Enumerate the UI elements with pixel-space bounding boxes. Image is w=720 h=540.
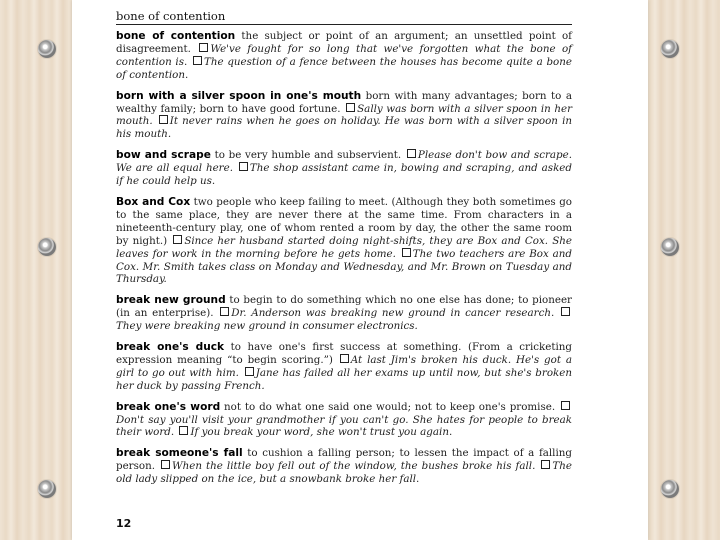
page-number: 12 (116, 517, 132, 530)
bolt-icon (38, 40, 56, 58)
bolt-icon (38, 480, 56, 498)
entry-example: The old lady slipped on the ice, but a snowbank broke her fall. (116, 460, 572, 486)
entry (116, 196, 572, 286)
entry (116, 90, 572, 142)
entry-example: They were breaking new ground in consumer electronics. (116, 320, 418, 333)
entry-example: The question of a fence between the houses has become quite a bone of contention. (116, 55, 572, 81)
entry-example: When the little boy fell out of the window, the bushes broke his fall. (172, 460, 536, 473)
example-marker-icon (193, 56, 202, 65)
entry-term: break one's word (116, 400, 221, 413)
entry-example: We've fought for so long that we've forgotten what the bone of contention is. (116, 42, 572, 68)
entry-definition: to begin to do something which no one else has done; to pioneer (in an enterprise). (116, 294, 572, 320)
entry-example: Jane has failed all her exams up until now, but she's broken her duck by passing French. (116, 366, 572, 392)
example-marker-icon (173, 235, 182, 244)
entry-term: bone of contention (116, 30, 236, 42)
entry-example: If you break your word, she won't trust you again. (190, 426, 453, 439)
entry-example: Dr. Anderson was breaking new ground in cancer research. (231, 307, 555, 320)
entry-example: The two teachers are Box and Cox. Mr. Smith takes class on Monday and Wednesday, and Mr. Brown on Tuesday and Thursday. (116, 247, 572, 286)
entry-definition: the subject or point of an argument; an unsettled point of disagreement. (116, 30, 572, 55)
entry (116, 341, 572, 393)
example-marker-icon (220, 307, 229, 316)
entry (116, 401, 572, 440)
entry-example: Please don't bow and scrape. We are all equal here. (116, 149, 572, 175)
entry-term: born with a silver spoon in one's mouth (116, 89, 362, 102)
example-marker-icon (402, 248, 411, 257)
example-marker-icon (239, 162, 248, 171)
entry-term: break someone's fall (116, 447, 243, 460)
entry-example: It never rains when he goes on holiday. He was born with a silver spoon in his mouth. (116, 115, 572, 141)
entry-definition: born with many advantages; born to a wealthy family; born to have good fortune. (116, 89, 572, 115)
bolt-icon (661, 238, 679, 256)
dictionary-entries (116, 30, 572, 494)
bolt-icon (661, 40, 679, 58)
entry-example: The shop assistant came in, bowing and scraping, and asked if he could help us. (116, 162, 572, 188)
entry-term: break one's duck (116, 341, 225, 354)
bolt-icon (661, 480, 679, 498)
entry-term: bow and scrape (116, 149, 211, 162)
entry-definition: not to do what one said one would; not to keep one's promise. (224, 400, 556, 413)
entry-term: Box and Cox (116, 195, 191, 208)
entry-term: break new ground (116, 294, 226, 307)
entry-definition: to have one's first success at something. (From a cricketing expression meaning “to begin scoring.”) (116, 341, 572, 366)
example-marker-icon (407, 149, 416, 158)
entry (116, 30, 572, 82)
entry (116, 149, 572, 188)
entry-example: Don't say you'll visit your grandmother if you can't go. She hates for people to break their word. (116, 413, 572, 439)
example-marker-icon (561, 307, 570, 316)
entry-definition: to cushion a falling person; to lessen the impact of a falling person. (116, 447, 572, 473)
example-marker-icon (346, 103, 355, 112)
example-marker-icon (245, 367, 254, 376)
entry-example: Since her husband started doing night-shifts, they are Box and Cox. She leaves for work in the morning before he gets home. (116, 234, 572, 260)
example-marker-icon (561, 401, 570, 410)
example-marker-icon (199, 43, 208, 52)
entry-example: At last Jim's broken his duck. He's got a girl to go out with him. (116, 353, 572, 379)
example-marker-icon (340, 354, 349, 363)
example-marker-icon (161, 460, 170, 469)
running-header: bone of contention (116, 9, 572, 25)
example-marker-icon (159, 115, 168, 124)
entry-example: Sally was born with a silver spoon in her mouth. (116, 102, 573, 128)
entry (116, 447, 572, 486)
example-marker-icon (541, 460, 550, 469)
entry (116, 294, 572, 333)
entry-definition: two people who keep failing to meet. (Although they both sometimes go to the same place, they are never there at the same time. From characters in a nineteenth-century play, one of whom rented a room by day, the other the same room by night.) (116, 195, 572, 247)
entry-definition: to be very humble and subservient. (214, 149, 402, 162)
bolt-icon (38, 238, 56, 256)
example-marker-icon (179, 426, 188, 435)
document-page (72, 0, 648, 540)
